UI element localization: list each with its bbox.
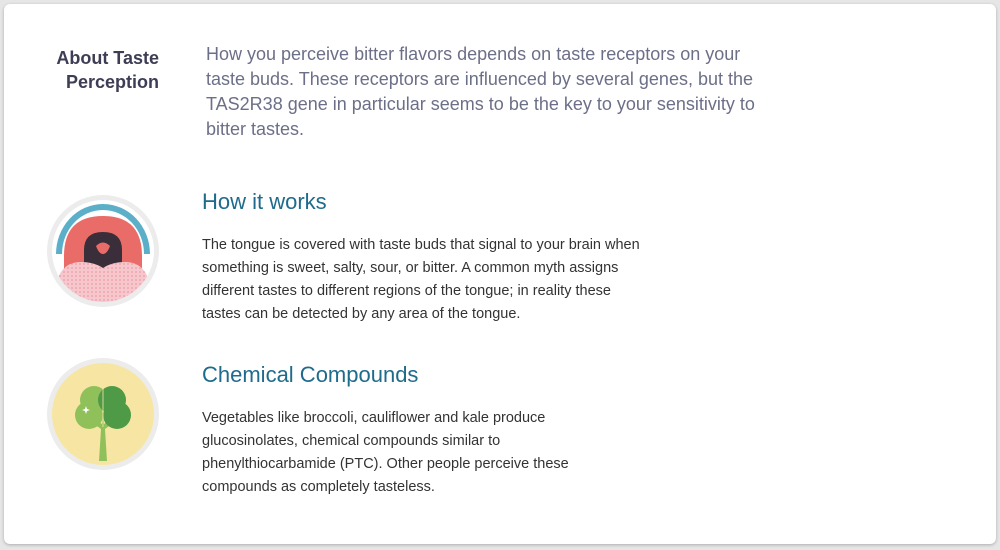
section-heading-how-it-works: How it works xyxy=(202,189,327,214)
about-title xyxy=(19,46,159,94)
broccoli-icon xyxy=(46,357,160,471)
about-title-line2: Perception xyxy=(65,72,159,92)
about-text: How you perceive bitter flavors depends on taste receptors on your taste buds. These receptors are influenced by several genes, but the TAS2R38 gene in particular seems to be the key to your sensitivity to bitter tastes. xyxy=(206,44,755,139)
info-card xyxy=(4,4,996,544)
section-heading-chemical-compounds: Chemical Compounds xyxy=(202,362,419,387)
section-text-how-it-works: The tongue is covered with taste buds that signal to your brain when something is sweet, salty, sour, or bitter. A common myth assigns different tastes to different regions of the tongue; in reality these tastes can be detected by any area of the tongue. xyxy=(202,237,640,322)
section-text-chemical-compounds: Vegetables like broccoli, cauliflower and kale produce glucosinolates, chemical compounds similar to phenylthiocarbamide (PTC). Other people perceive these compounds as completely tasteless. xyxy=(202,410,569,495)
about-title-line1: About Taste xyxy=(56,48,159,68)
mouth-icon xyxy=(46,194,160,308)
